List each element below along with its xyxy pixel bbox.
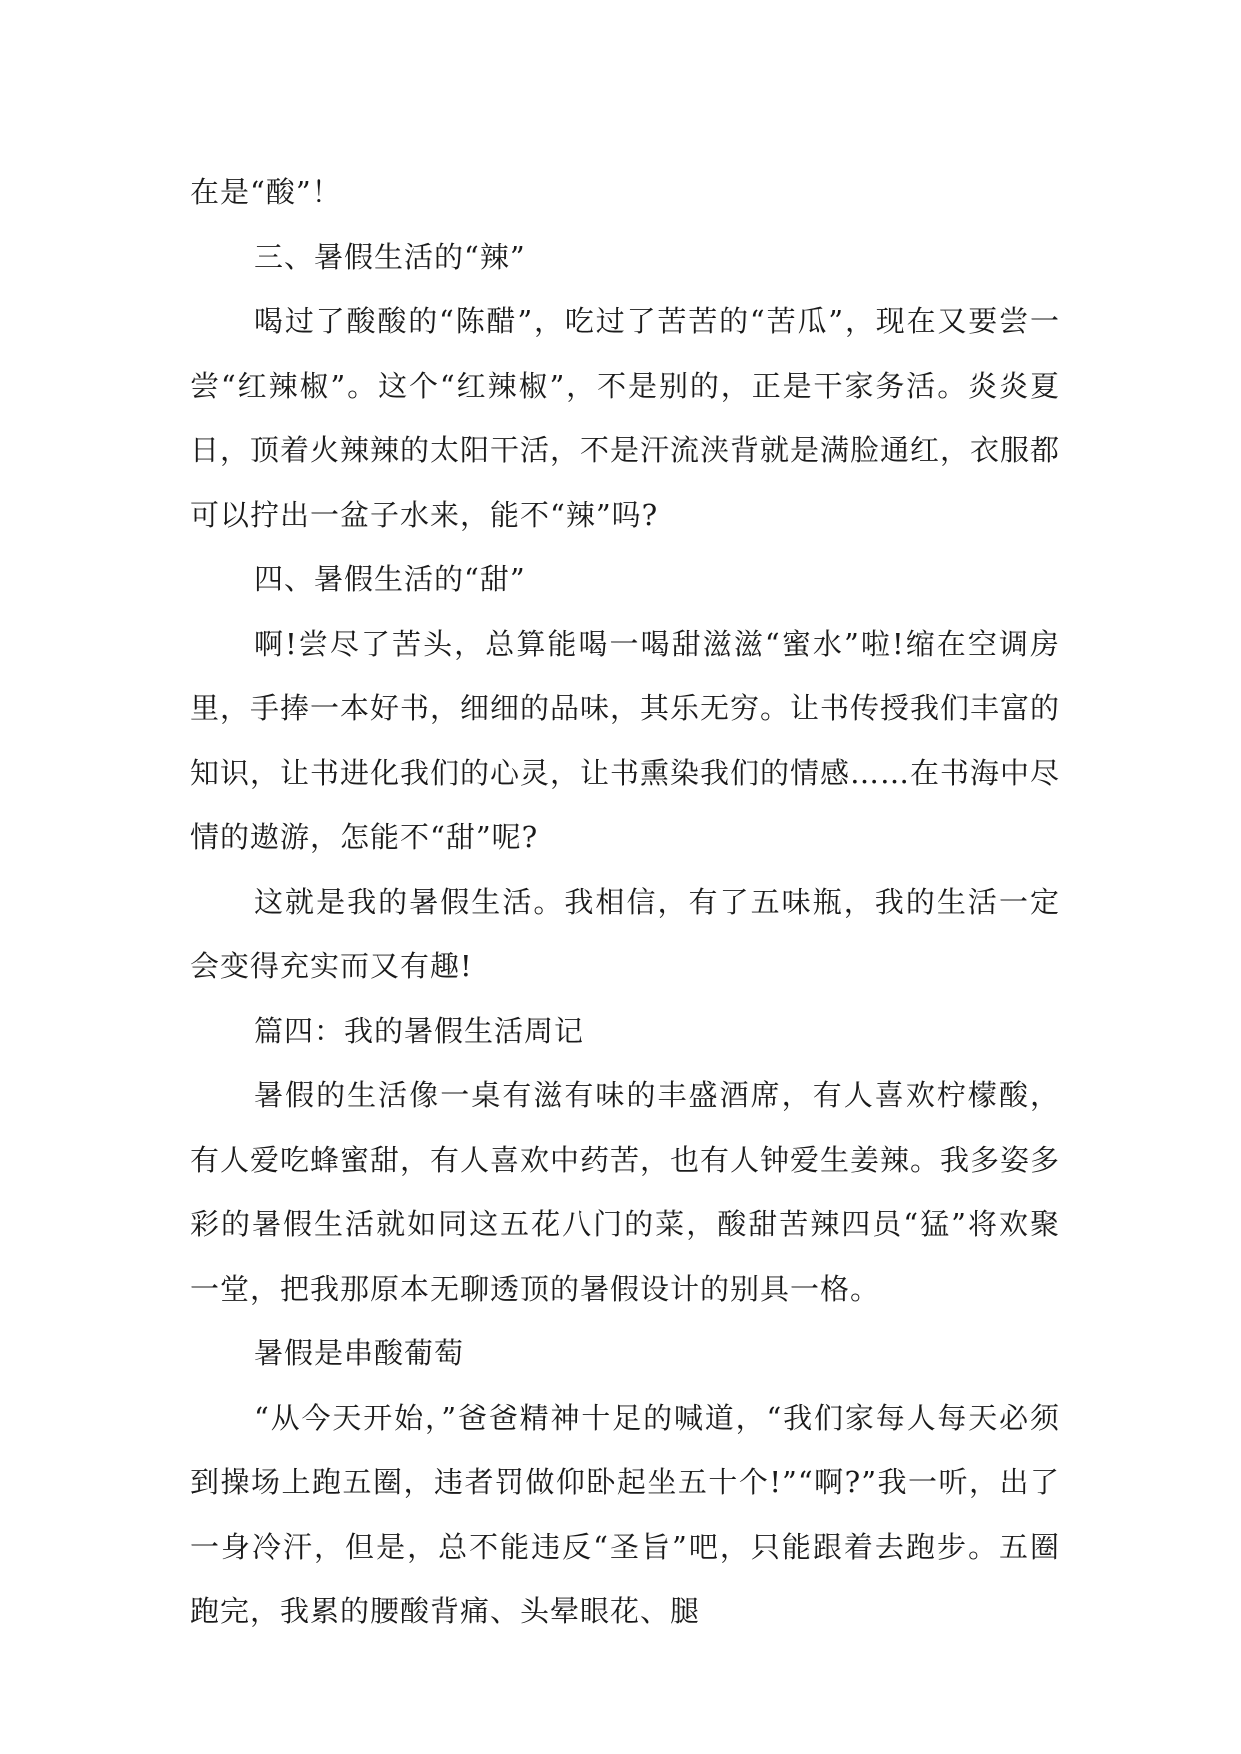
section-heading-sour-grapes: 暑假是串酸葡萄 [254, 1336, 465, 1370]
section-heading-sweet: 四、暑假生活的“甜” [254, 562, 526, 596]
paragraph-intro: 暑假的生活像一桌有滋有味的丰盛酒席，有人喜欢柠檬酸，有人爱吃蜂蜜甜，有人喜欢中药苦，也有人钟爱生姜辣。我多姿多彩的暑假生活就如同这五花八门的菜，酸甜苦辣四员“猛”将欢聚一堂，把我那原本无聊透顶的暑假设计的别具一格。 [190, 1078, 1061, 1306]
document-body [190, 160, 1060, 1644]
paragraph-sweet: 啊!尝尽了苦头，总算能喝一喝甜滋滋“蜜水”啦!缩在空调房里，手捧一本好书，细细的品味，其乐无穷。让书传授我们丰富的知识，让书进化我们的心灵，让书熏染我们的情感……在书海中尽情的遨游，怎能不“甜”呢? [190, 626, 1061, 854]
paragraph-running: “从今天开始，”爸爸精神十足的喊道，“我们家每人每天必须到操场上跑五圈，违者罚做仰卧起坐五十个!”“啊?”我一听，出了一身冷汗，但是，总不能违反“圣旨”吧，只能跟着去跑步。五圈跑完，我累的腰酸背痛、头晕眼花、腿 [190, 1400, 1060, 1628]
paragraph-spicy: 喝过了酸酸的“陈醋”，吃过了苦苦的“苦瓜”，现在又要尝一尝“红辣椒”。这个“红辣椒”，不是别的，正是干家务活。炎炎夏日，顶着火辣辣的太阳干活，不是汗流浃背就是满脸通红，衣服都可以拧出一盆子水来，能不“辣”吗? [190, 304, 1061, 532]
paragraph-1: 在是“酸”！ [190, 175, 342, 209]
section-heading-spicy: 三、暑假生活的“辣” [254, 239, 526, 274]
paragraph-conclusion: 这就是我的暑假生活。我相信，有了五味瓶，我的生活一定会变得充实而又有趣! [190, 884, 1060, 983]
article-heading: 篇四：我的暑假生活周记 [254, 1013, 585, 1048]
